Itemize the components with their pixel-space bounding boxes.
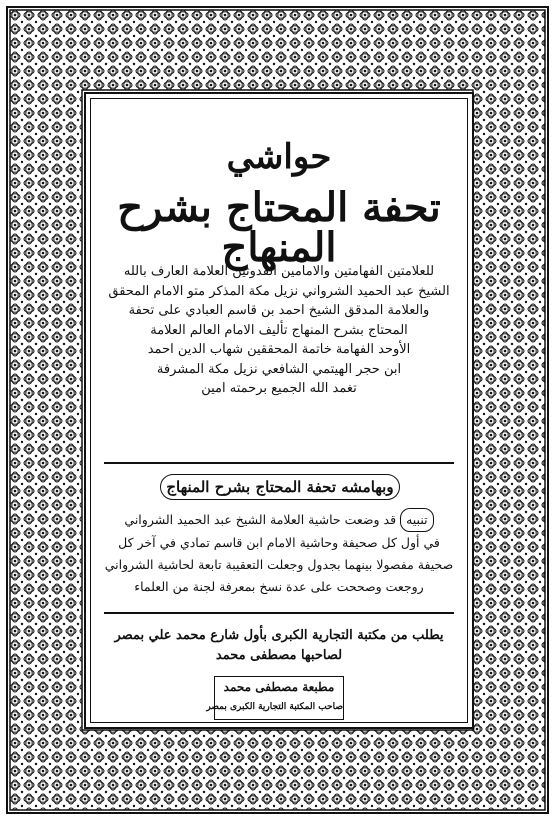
editorial-note xyxy=(104,508,454,598)
printer-stamp xyxy=(206,676,344,720)
note-line xyxy=(104,508,454,532)
tanbih-label: تنبيه xyxy=(400,508,434,532)
description-line: الأوحد الفهامة خاتمة المحققين شهاب الدين احمد xyxy=(147,342,411,357)
description-line: الشيخ عبد الحميد الشرواني نزيل مكة المذكر متو الامام المحقق xyxy=(108,283,450,299)
divider-bottom xyxy=(104,612,454,614)
book-subtitle: حواشي xyxy=(226,137,332,177)
description-line: تغمد الله الجميع برحمته امين xyxy=(201,381,357,396)
divider-top xyxy=(104,462,454,464)
description-line: ابن حجر الهيتمي الشافعي نزيل مكة المشرفة xyxy=(156,361,402,377)
book-title: تحفة المحتاج بشرح المنهاج xyxy=(117,184,441,271)
publisher-line: يطلب من مكتبة التجارية الكبرى بأول شارع محمد علي بمصر xyxy=(114,628,444,643)
description-line: المحتاج بشرح المنهاج تأليف الامام العالم العلامة xyxy=(150,322,408,338)
note-line: روجعت وصححت على عدة نسخ بمعرفة لجنة من العلماء xyxy=(134,579,424,594)
publisher-line: لصاحبها مصطفى محمد xyxy=(215,648,343,663)
author-description xyxy=(104,262,454,399)
publisher-info xyxy=(104,626,454,666)
description-line: للعلامتين الفهامتين والامامين القدوتين العلامة العارف بالله xyxy=(123,264,435,279)
note-line: صحيفة مفصولا بينهما بجدول وجعلت التعقيبة تابعة لحاشية الشرواني xyxy=(104,557,454,572)
note-line: في أول كل صحيفة وحاشية الامام ابن قاسم تمادي في آخر كل xyxy=(118,535,440,550)
stamp-line: مطبعة مصطفى محمد xyxy=(223,680,335,694)
description-line: والعلامة المدقق الشيخ احمد بن قاسم العبادي على تحفة xyxy=(128,303,430,318)
stamp-line: صاحب المكتبة التجارية الكبرى بمصر xyxy=(206,702,343,712)
margin-work-title: وبهامشه تحفة المحتاج بشرح المنهاج xyxy=(160,474,400,500)
note-line-text: قد وضعت حاشية العلامة الشيخ عبد الحميد الشرواني xyxy=(124,512,397,527)
